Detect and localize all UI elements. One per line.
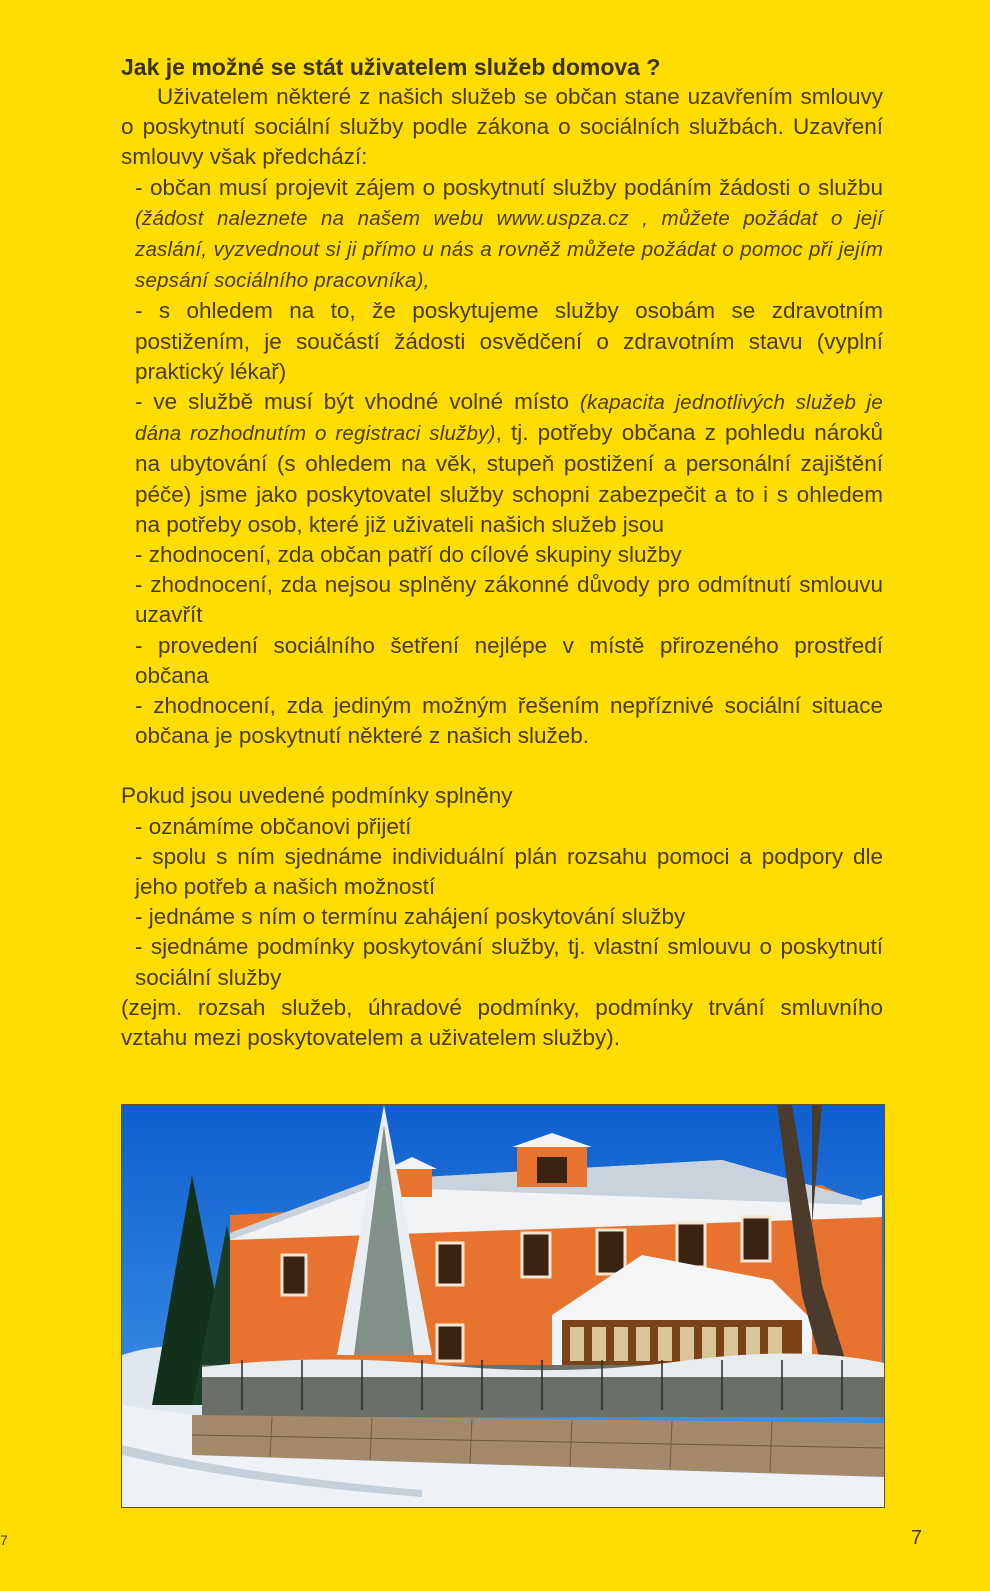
page-title: Jak je možné se stát uživatelem služeb domova ? — [121, 54, 661, 80]
list-item — [121, 387, 883, 540]
building-photo — [121, 1104, 885, 1508]
facing-page-number: 7 — [0, 1532, 8, 1548]
list-item-text: , tj. potřeby občana z pohledu nároků na ubytování (s ohledem na věk, stupeň postižení a personální zajištění péče) jsme jako poskytovatel služby schopni zabezpečit a to i s ohledem na potřeby osob, které již uživateli našich služeb jsou — [135, 420, 883, 537]
page-number: 7 — [910, 1527, 922, 1549]
list-item: - sjednáme podmínky poskytování služby, tj. vlastní smlouvu o poskytnutí sociální služby — [135, 934, 883, 990]
list-item-note: (žádost naleznete na našem webu www.uspza.cz , můžete požádat o její zaslání, vyzvednout si ji přímo u nás a rovněž můžete požádat o pomoc při jejím sepsání sociálního pracovníka), — [135, 206, 883, 293]
list-item-text: - ve službě musí být vhodné volné místo — [135, 389, 570, 415]
list-item — [121, 173, 883, 297]
list-item: - s ohledem na to, že poskytujeme služby osobám se zdravotním postižením, je součástí žádosti osvědčení o zdravotním stavu (vyplní praktický lékař) — [135, 298, 883, 384]
closing-paragraph: (zejm. rozsah služeb, úhradové podmínky, podmínky trvání smluvního vztahu mezi poskytovatelem a uživatelem služby). — [121, 994, 883, 1051]
article — [121, 52, 883, 1053]
list-item-text: - občan musí projevit zájem o poskytnutí služby podáním žádosti o službu — [135, 174, 883, 200]
winter-building-illustration — [122, 1105, 884, 1507]
list-item: - provedení sociálního šetření nejlépe v místě přirozeného prostředí občana — [135, 632, 883, 688]
spacer — [121, 751, 883, 781]
intro-paragraph: Uživatelem některé z našich služeb se občan stane uzavřením smlouvy o poskytnutí sociální služby podle zákona o sociálních službách. Uzavření smlouvy však předchází: — [121, 84, 883, 170]
list-item: - spolu s ním sjednáme individuální plán rozsahu pomoci a podpory dle jeho potřeb a našich možností — [135, 843, 883, 900]
list-item: - jednáme s ním o termínu zahájení poskytování služby — [135, 904, 686, 930]
list-item-note: (kapacita jednotlivých služeb je dána rozhodnutím o registraci služby) — [135, 391, 883, 446]
list-item: - zhodnocení, zda jediným možným řešením nepříznivé sociální situace občana je poskytnutí některé z našich služeb. — [135, 693, 883, 749]
list-item: - zhodnocení, zda občan patří do cílové skupiny služby — [135, 542, 682, 568]
list-item: - zhodnocení, zda nejsou splněny zákonné důvody pro odmítnutí smlouvu uzavřít — [135, 572, 883, 628]
list-item: - oznámíme občanovi přijetí — [135, 813, 412, 839]
conditions-intro: Pokud jsou uvedené podmínky splněny — [121, 783, 513, 809]
